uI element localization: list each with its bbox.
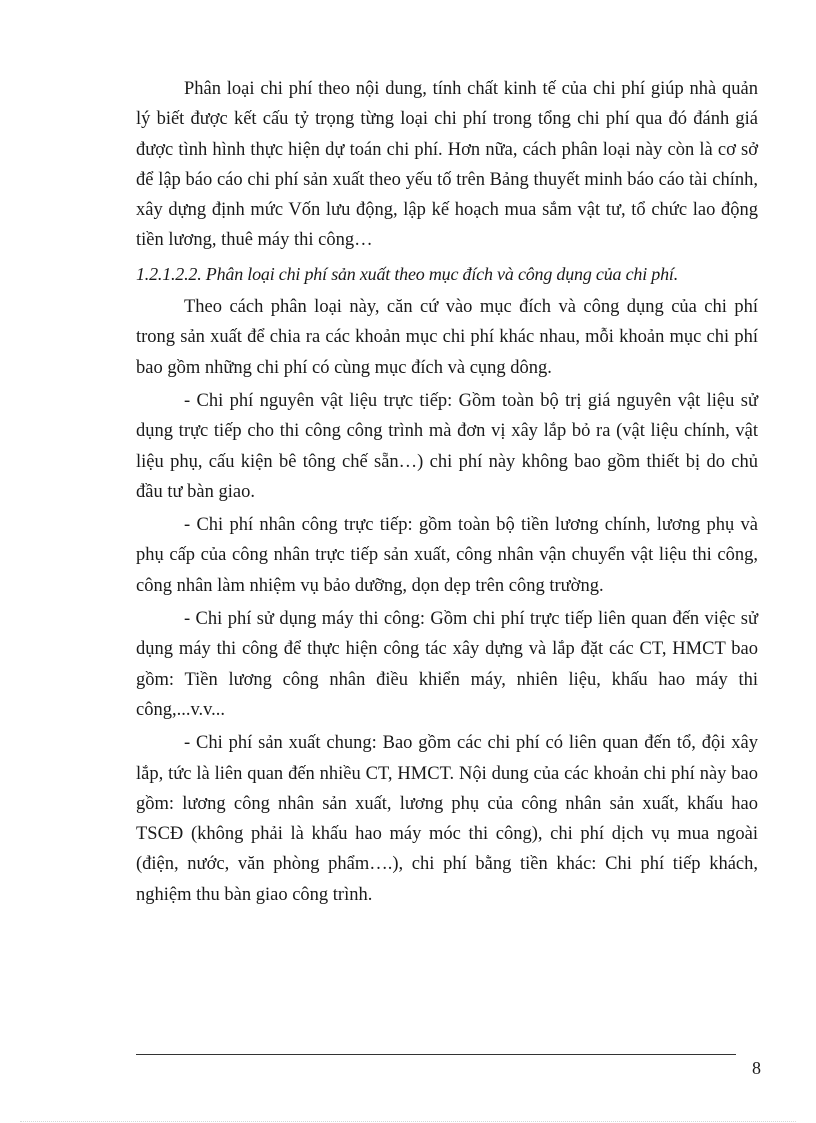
paragraph-direct-labor: - Chi phí nhân công trực tiếp: gồm toàn bộ tiền lương chính, lương phụ và phụ cấp của công nhân trực tiếp sản xuất, công nhân vận chuyển vật liệu thi công, công nhân làm nhiệm vụ bảo dưỡng, dọn dẹp trên công trường.: [136, 515, 758, 596]
paragraph-cost-by-nature: Phân loại chi phí theo nội dung, tính chất kinh tế của chi phí giúp nhà quản lý biết được kết cấu tỷ trọng từng loại chi phí trong tổng chi phí qua đó đánh giá được tình hình thực hiện dự toán chi phí. Hơn nữa, cách phân loại này còn là cơ sở để lập báo cáo chi phí sản xuất theo yếu tố trên Bảng thuyết minh báo cáo tài chính, xây dựng định mức Vốn lưu động, lập kế hoạch mua sắm vật tư, tổ chức lao động tiền lương, thuê máy thi công…: [136, 79, 758, 251]
footer-divider: [136, 1054, 736, 1055]
paragraph-machine-costs: - Chi phí sử dụng máy thi công: Gồm chi phí trực tiếp liên quan đến việc sử dụng máy thi công để thực hiện công tác xây dựng và lắp đặt các CT, HMCT bao gồm: Tiền lương công nhân điều khiển máy, nhiên liệu, khấu hao máy thi công,...v.v...: [136, 609, 758, 720]
page-number: 8: [752, 1058, 761, 1078]
paragraph-direct-materials: - Chi phí nguyên vật liệu trực tiếp: Gồm toàn bộ trị giá nguyên vật liệu sử dụng trực tiếp cho thi công công trình mà đơn vị xây lắp bỏ ra (vật liệu chính, vật liệu phụ, cấu kiện bê tông chế sẵn…) chi phí này không bao gồm thiết bị do chủ đầu tư bàn giao.: [136, 390, 758, 502]
section-heading: 1.2.1.2.2. Phân loại chi phí sản xuất theo mục đích và công dụng của chi phí.: [136, 263, 679, 284]
page-bottom-dotted-border: [20, 1121, 796, 1122]
paragraph-classification-intro: Theo cách phân loại này, căn cứ vào mục đích và công dụng của chi phí trong sản xuất để chia ra các khoản mục chi phí khác nhau, mỗi khoản mục chi phí bao gồm những chi phí có cùng mục đích và cụng dông.: [136, 297, 758, 378]
document-body: [136, 74, 758, 913]
paragraph-overhead-costs: - Chi phí sản xuất chung: Bao gồm các chi phí có liên quan đến tổ, đội xây lắp, tức là liên quan đến nhiều CT, HMCT. Nội dung của các khoản chi phí này bao gồm: lương công nhân sản xuất, lương phụ của công nhân sản xuất, khấu hao TSCĐ (không phải là khấu hao máy móc thi công), chi phí dịch vụ mua ngoài (điện, nước, văn phòng phẩm….), chi phí bằng tiền khác: Chi phí tiếp khách, nghiệm thu bàn giao công trình.: [136, 733, 758, 905]
